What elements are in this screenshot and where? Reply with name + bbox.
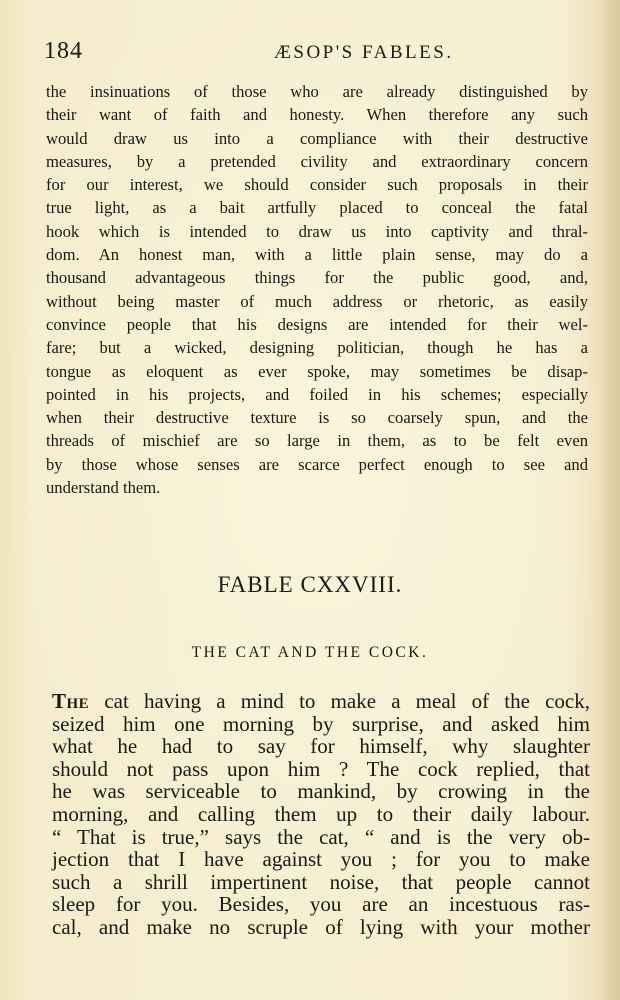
moral-line: the insinuations of those who are already distinguished by [46,82,588,101]
fable-line: such a shrill impertinent noise, that people cannot [52,869,590,894]
moral-line: when their destructive texture is so coarsely spun, and the [46,408,588,428]
moral-line: convince people that his designs are intended for their wel- [46,314,588,334]
fable-body [52,690,590,939]
page-number: 184 [44,38,83,64]
fable-line: cal, and make no scruple of lying with your mother [52,914,590,939]
moral-line: pointed in his projects, and foiled in his schemes; especially [46,384,588,404]
moral-line: fare; but a wicked, designing politician, though he has a [46,338,588,358]
moral-line: thousand advantageous things for the public good, and, [46,268,588,288]
moral-line: for our interest, we should consider such proposals in their [46,175,588,195]
moral-line: dom. An honest man, with a little plain sense, may do a [46,245,588,265]
fable-line: seized him one morning by surprise, and asked him [52,711,590,736]
moral-paragraph [46,80,588,499]
running-title: ÆSOP'S FABLES. [274,42,454,63]
page-edge-shadow [598,0,620,1000]
fable-line: jection that I have against you ; for you to make [52,847,590,872]
moral-line: understand them. [46,478,161,498]
first-line-rest: cat having a mind to make a meal of the cock, [89,689,590,713]
moral-line: would draw us into a compliance with their destructive [46,128,588,148]
fable-line: he was serviceable to mankind, by crowing in the [52,779,590,804]
moral-line: tongue as eloquent as ever spoke, may sometimes be disap- [46,361,588,381]
fable-line: sleep for you. Besides, you are an incestuous ras- [52,892,590,917]
fable-line: should not pass upon him ? The cock replied, that [52,756,590,781]
fable-heading: FABLE CXXVIII. [217,572,403,597]
fable-line: morning, and calling them up to their daily labour. [52,801,590,826]
moral-line: hook which is intended to draw us into captivity and thral- [46,221,588,241]
moral-line: threads of mischief are so large in them, as to be felt even [46,431,588,451]
fable-line: “ That is true,” says the cat, “ and is the very ob- [52,824,590,849]
moral-line: true light, as a bait artfully placed to conceal the fatal [46,198,588,218]
moral-line: without being master of much address or rhetoric, as easily [46,291,588,311]
moral-line: measures, by a pretended civility and extraordinary concern [46,151,588,171]
fable-title: THE CAT AND THE COCK. [191,644,429,661]
moral-line: their want of faith and honesty. When therefore any such [46,105,588,125]
fable-first-line [52,690,590,713]
fable-line: what he had to say for himself, why slaughter [52,734,590,759]
lead-word: The [52,689,90,713]
running-head [44,38,588,68]
moral-line: by those whose senses are scarce perfect enough to see and [46,454,588,474]
